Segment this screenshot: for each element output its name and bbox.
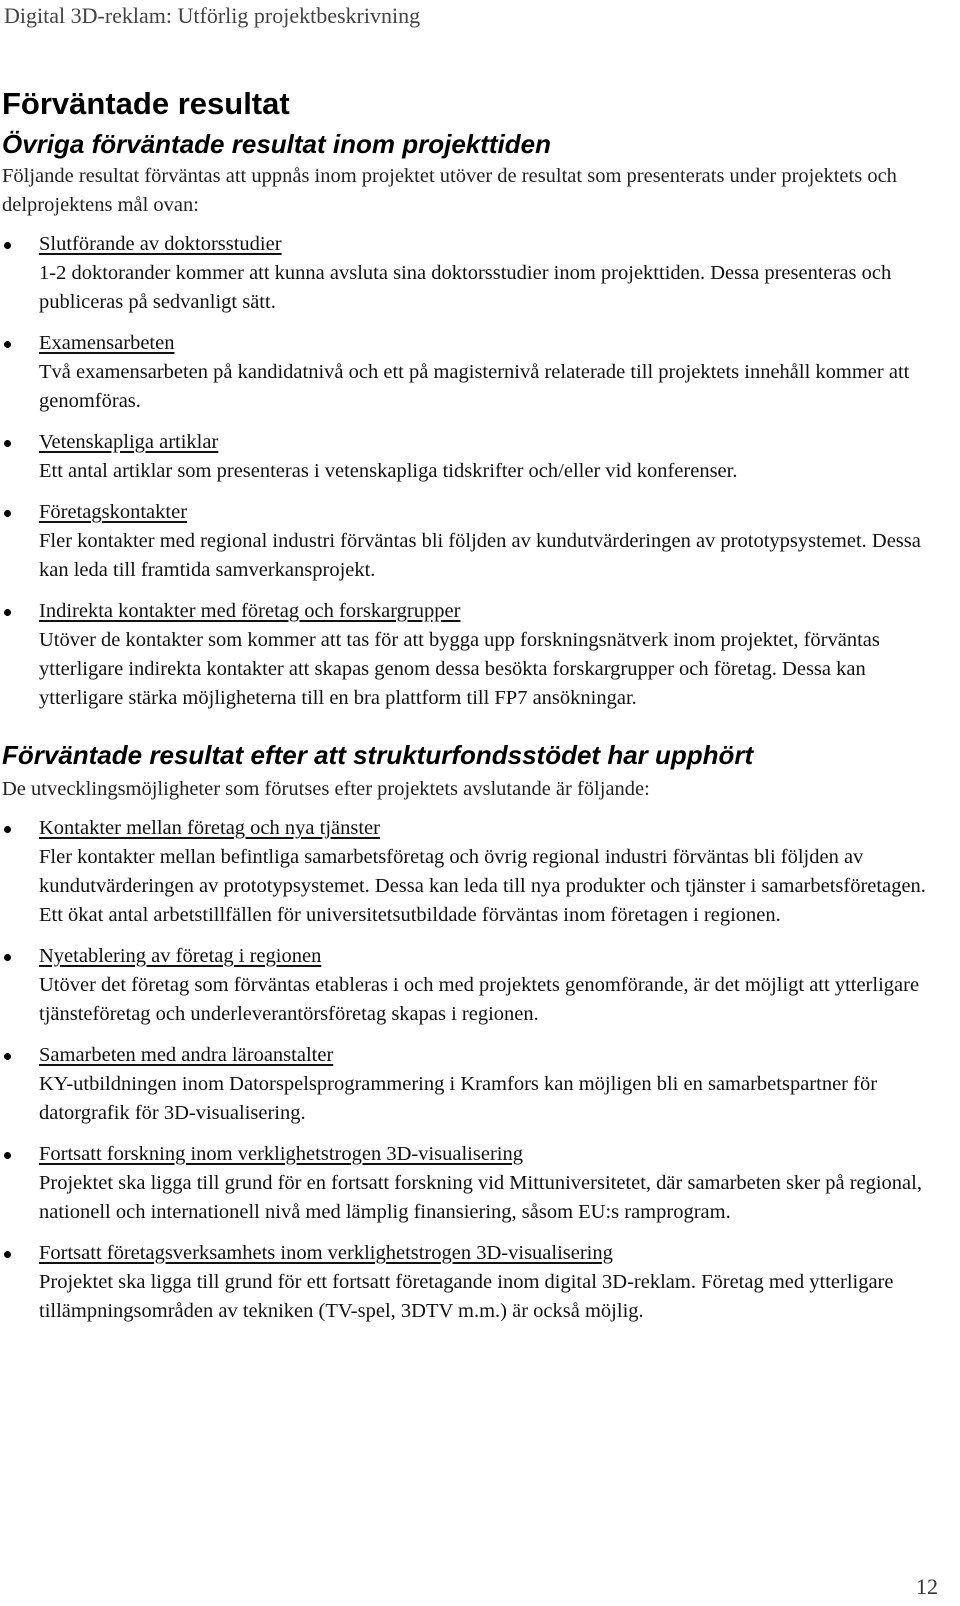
bullet-icon	[4, 826, 11, 833]
running-header: Digital 3D-reklam: Utförlig projektbeskrivning	[4, 3, 421, 28]
item-body: Projektet ska ligga till grund för en fortsatt forskning vid Mittuniversitetet, där samarbeten sker på regional, nationell och internationell nivå med lämplig finansiering, såsom EU:s ramprogram.	[39, 1172, 922, 1223]
item-body: Utöver de kontakter som kommer att tas för att bygga upp forskningsnätverk inom projektet, förväntas ytterligare indirekta kontakter att skapas genom dessa besökta forskargrupper och företag. Dessa kan ytterligare stärka möjligheterna till en bra plattform till FP7 ansökningar.	[39, 629, 880, 709]
section-title: Förväntade resultat	[2, 86, 290, 121]
page-content	[2, 82, 950, 1338]
item-body: Fler kontakter med regional industri förväntas bli följden av kundutvärderingen av prototypsystemet. Dessa kan leda till framtida samverkansprojekt.	[39, 530, 921, 581]
during-project-intro: Följande resultat förväntas att uppnås inom projektet utöver de resultat som presenterats under projektets och delprojektens mål ovan:	[2, 165, 897, 216]
list-item	[2, 1239, 950, 1326]
list-item	[2, 230, 950, 317]
list-item	[2, 329, 950, 416]
list-item	[2, 1041, 950, 1128]
item-body: KY-utbildningen inom Datorspelsprogrammering i Kramfors kan möjligen bli en samarbetspartner för datorgrafik för 3D-visualisering.	[39, 1073, 878, 1124]
item-body: Fler kontakter mellan befintliga samarbetsföretag och övrig regional industri förväntas bli följden av kundutvärderingen av prototypsystemet. Dessa kan leda till nya produkter och tjänster i samarbetsföretagen. Ett ökat antal arbetstillfällen för universitetsutbildade förväntas inom företagen i regionen.	[39, 846, 926, 926]
item-title: Fortsatt företagsverksamhets inom verklighetstrogen 3D-visualisering	[39, 1242, 613, 1264]
after-funding-heading: Förväntade resultat efter att strukturfondsstödet har upphört	[2, 740, 754, 770]
item-body: Två examensarbeten på kandidatnivå och ett på magisternivå relaterade till projektets innehåll kommer att genomföras.	[39, 361, 910, 412]
item-title: Samarbeten med andra läroanstalter	[39, 1044, 334, 1066]
item-body: Projektet ska ligga till grund för ett fortsatt företagande inom digital 3D-reklam. Företag med ytterligare tillämpningsområden av tekniken (TV-spel, 3DTV m.m.) är också möjlig.	[39, 1271, 894, 1322]
bullet-icon	[4, 242, 11, 249]
item-title: Indirekta kontakter med företag och forskargrupper	[39, 600, 461, 622]
after-funding-list	[2, 814, 950, 1326]
item-title: Examensarbeten	[39, 332, 175, 354]
bullet-icon	[4, 510, 11, 517]
list-item	[2, 814, 950, 930]
item-body: 1-2 doktorander kommer att kunna avsluta sina doktorsstudier inom projekttiden. Dessa presenteras och publiceras på sedvanligt sätt.	[39, 262, 892, 313]
list-item	[2, 942, 950, 1029]
after-funding-section	[2, 735, 950, 1326]
item-title: Nyetablering av företag i regionen	[39, 945, 322, 967]
item-body: Ett antal artiklar som presenteras i vetenskapliga tidskrifter och/eller vid konferenser.	[39, 460, 738, 482]
during-project-section	[2, 126, 950, 713]
list-item	[2, 428, 950, 486]
list-item	[2, 597, 950, 713]
list-item	[2, 498, 950, 585]
bullet-icon	[4, 440, 11, 447]
item-title: Kontakter mellan företag och nya tjänster	[39, 817, 380, 839]
item-title: Slutförande av doktorsstudier	[39, 233, 282, 255]
bullet-icon	[4, 954, 11, 961]
item-title: Företagskontakter	[39, 501, 188, 523]
page-number: 12	[916, 1574, 938, 1599]
bullet-icon	[4, 609, 11, 616]
bullet-icon	[4, 1053, 11, 1060]
bullet-icon	[4, 1152, 11, 1159]
after-funding-intro: De utvecklingsmöjligheter som förutses efter projektets avslutande är följande:	[2, 778, 650, 800]
during-project-list	[2, 230, 950, 713]
item-title: Fortsatt forskning inom verklighetstrogen 3D-visualisering	[39, 1143, 523, 1165]
bullet-icon	[4, 1251, 11, 1258]
item-title: Vetenskapliga artiklar	[39, 431, 219, 453]
list-item	[2, 1140, 950, 1227]
item-body: Utöver det företag som förväntas etableras i och med projektets genomförande, är det möjligt att ytterligare tjänsteföretag och underleverantörsföretag skapas i regionen.	[39, 974, 920, 1025]
bullet-icon	[4, 341, 11, 348]
during-project-heading: Övriga förväntade resultat inom projekttiden	[2, 129, 551, 159]
